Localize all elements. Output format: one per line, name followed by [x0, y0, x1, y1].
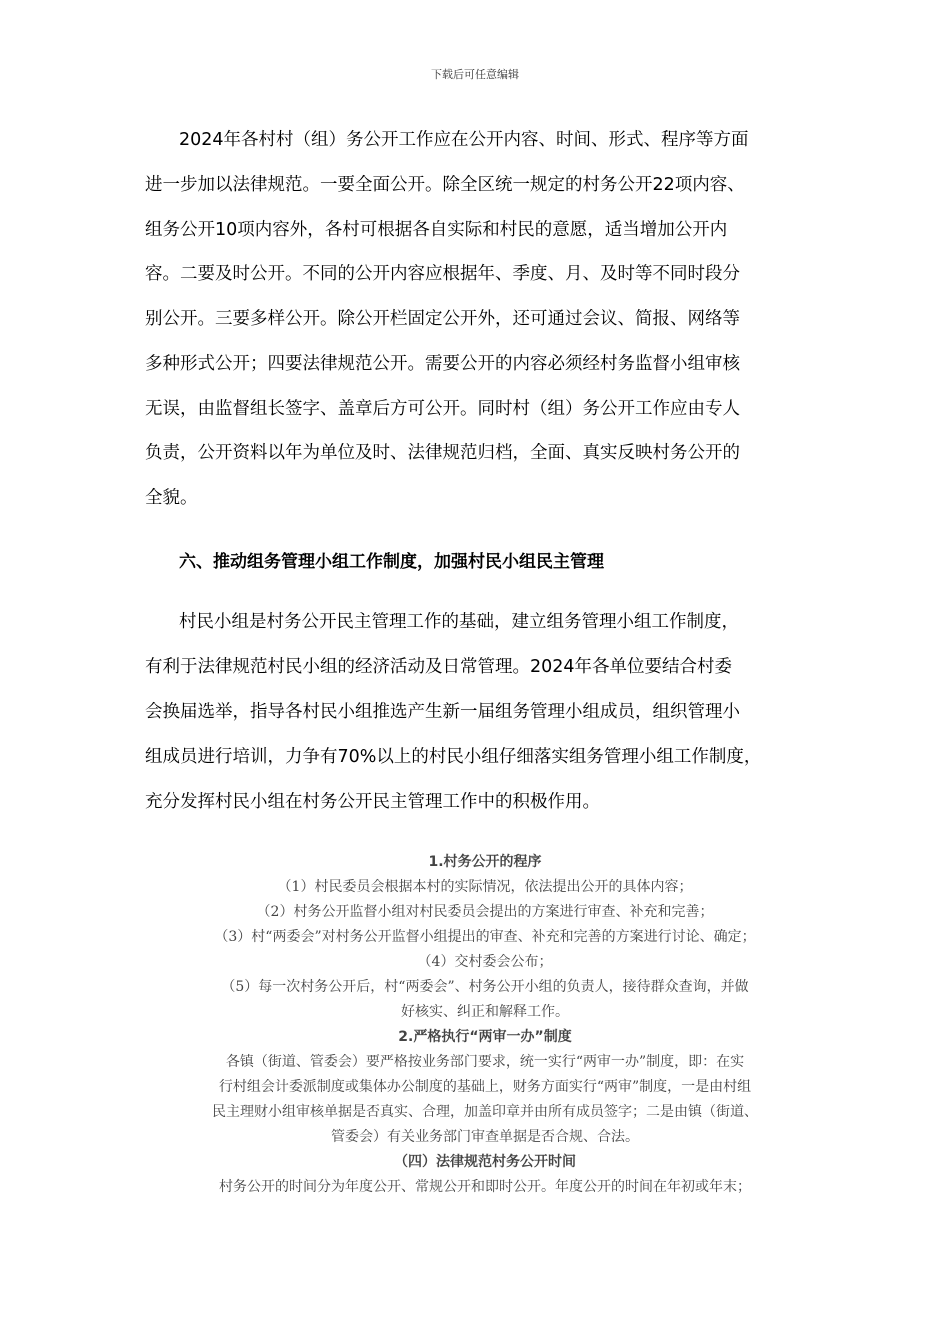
page-header: 下载后可任意编辑 — [431, 68, 519, 81]
paragraph-line: 无误，由监督组长签字、盖章后方可公开。同时村（组）务公开工作应由专人 — [145, 399, 740, 419]
procedure-step: （4）交村委会公布； — [417, 954, 553, 970]
paragraph-line: 组务公开10项内容外，各村可根据各自实际和村民的意愿，适当增加公开内 — [145, 220, 728, 240]
section-heading: 六、推动组务管理小组工作制度，加强村民小组民主管理 — [179, 552, 604, 572]
paragraph-line: 负责，公开资料以年为单位及时、法律规范归档，全面、真实反映村务公开的 — [145, 443, 740, 463]
procedure-step: （1）村民委员会根据本村的实际情况，依法提出公开的具体内容； — [277, 879, 693, 895]
procedure-step: （5）每一次村务公开后，村“两委会”、村务公开小组的负责人，接待群众查询，并做 — [221, 979, 749, 995]
paragraph-line: 有利于法律规范村民小组的经济活动及日常管理。2024年各单位要结合村委 — [145, 657, 733, 677]
procedure-step: 好核实、纠正和解释工作。 — [401, 1004, 569, 1020]
paragraph-line: 充分发挥村民小组在村务公开民主管理工作中的积极作用。 — [145, 792, 600, 812]
paragraph-line: 全貌。 — [145, 488, 198, 508]
paragraph-line: 别公开。三要多样公开。除公开栏固定公开外，还可通过会议、简报、网络等 — [145, 309, 740, 329]
paragraph-line: 会换届选举，指导各村民小组推选产生新一届组务管理小组成员，组织管理小 — [145, 702, 740, 722]
body-line: 村务公开的时间分为年度公开、常规公开和即时公开。年度公开的时间在年初或年末； — [219, 1179, 751, 1195]
paragraph-line: 村民小组是村务公开民主管理工作的基础，建立组务管理小组工作制度， — [179, 612, 739, 632]
subsection-heading: 2.严格执行“两审一办”制度 — [398, 1029, 572, 1045]
body-line: 民主理财小组审核单据是否真实、合理，加盖印章并由所有成员签字；二是由镇（街道、 — [212, 1104, 758, 1120]
procedure-step: （3）村“两委会”对村务公开监督小组提出的审查、补充和完善的方案进行讨论、确定； — [214, 929, 756, 945]
subsection-heading: 1.村务公开的程序 — [428, 854, 542, 870]
subsection-heading: （四）法律规范村务公开时间 — [394, 1154, 576, 1170]
body-line: 管委会）有关业务部门审查单据是否合规、合法。 — [331, 1129, 639, 1145]
paragraph-line: 多种形式公开；四要法律规范公开。需要公开的内容必须经村务监督小组审核 — [145, 354, 740, 374]
paragraph-line: 2024年各村村（组）务公开工作应在公开内容、时间、形式、程序等方面 — [179, 130, 749, 150]
paragraph-line: 进一步加以法律规范。一要全面公开。除全区统一规定的村务公开22项内容、 — [145, 175, 745, 195]
paragraph-line: 容。二要及时公开。不同的公开内容应根据年、季度、月、及时等不同时段分 — [145, 264, 740, 284]
procedure-step: （2）村务公开监督小组对村民委员会提出的方案进行审查、补充和完善； — [256, 904, 714, 920]
body-line: 行村组会计委派制度或集体办公制度的基础上，财务方面实行“两审”制度，一是由村组 — [218, 1079, 752, 1095]
paragraph-line: 组成员进行培训，力争有70%以上的村民小组仔细落实组务管理小组工作制度， — [145, 747, 762, 767]
body-line: 各镇（街道、管委会）要严格按业务部门要求，统一实行“两审一办”制度，即：在实 — [225, 1054, 745, 1070]
